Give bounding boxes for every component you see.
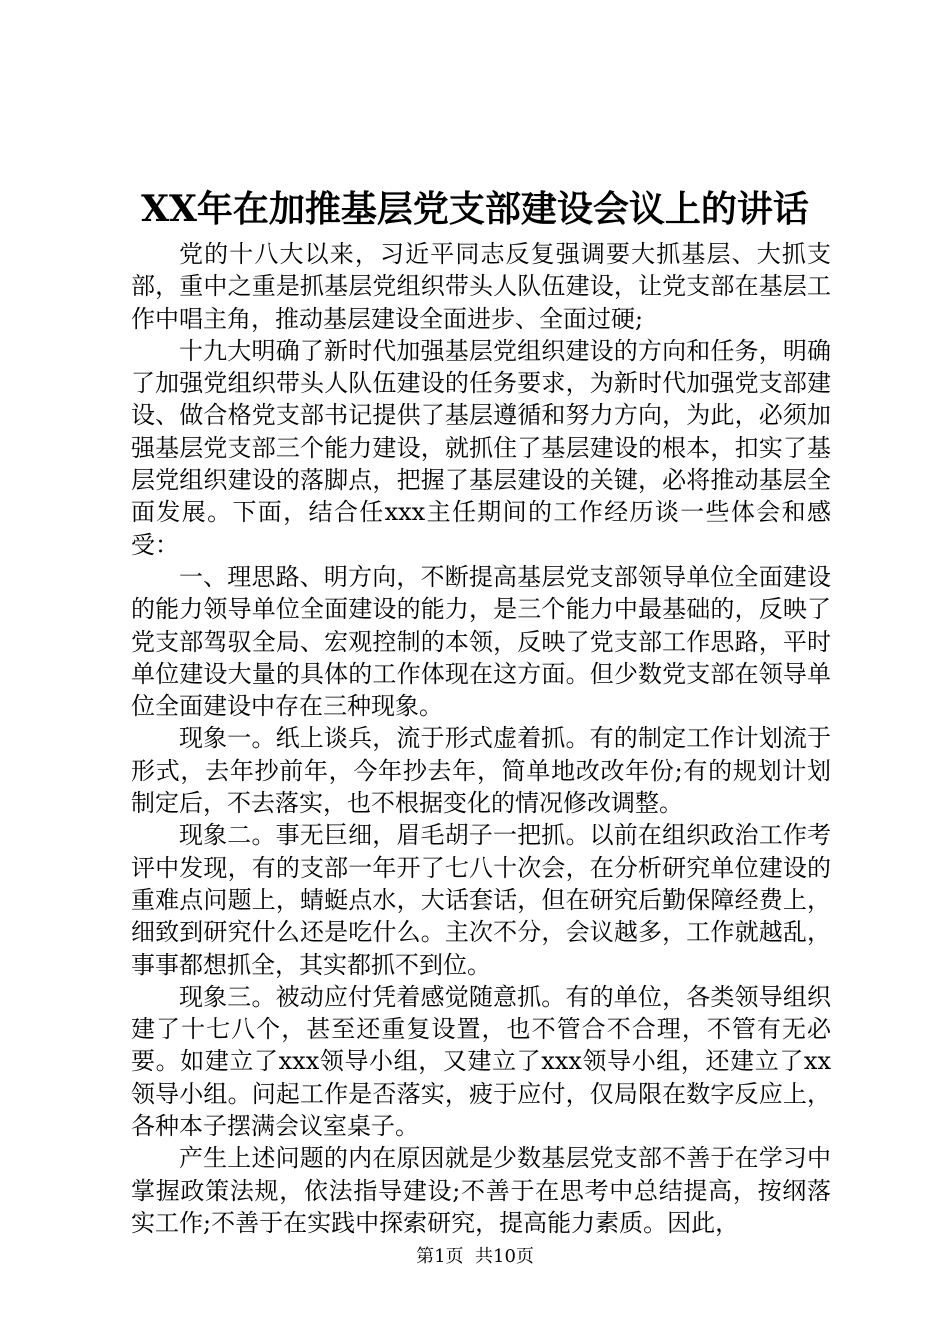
paragraph: 十九大明确了新时代加强基层党组织建设的方向和任务，明确了加强党组织带头人队伍建设的任务要求，为新时代加强党支部建设、做合格党支部书记提供了基层遵循和努力方向，为此，必须加强基层党支部三个能力建设，就抓住了基层建设的根本，扣实了基层党组织建设的落脚点，把握了基层建设的关键，必将推动基层全面发展。下面，结合任xxx主任期间的工作经历谈一些体会和感受： [131,336,831,559]
document-title: XX年在加推基层党支部建设会议上的讲话 [141,188,809,230]
paragraph: 党的十八大以来，习近平同志反复强调要大抓基层、大抓支部，重中之重是抓基层党组织带头人队伍建设，让党支部在基层工作中唱主角，推动基层建设全面进步、全面过硬; [131,240,831,333]
paragraph: 现象三。被动应付凭着感觉随意抓。有的单位，各类领导组织建了十七八个，甚至还重复设置，也不管合不合理，不管有无必要。如建立了xxx领导小组，又建立了xxx领导小组，还建立了xx领导小组。问起工作是否落实，疲于应付，仅局限在数字反应上，各种本子摆满会议室桌子。 [131,982,831,1141]
document-body [131,238,831,1239]
paragraph: 产生上述问题的内在原因就是少数基层党支部不善于在学习中掌握政策法规，依法指导建设;不善于在思考中总结提高，按纲落实工作;不善于在实践中探索研究，提高能力素质。因此， [131,1144,831,1237]
page-number-footer: 第1页 共10页 [416,1246,534,1267]
paragraph: 一、理思路、明方向，不断提高基层党支部领导单位全面建设的能力领导单位全面建设的能力，是三个能力中最基础的，反映了党支部驾驭全局、宏观控制的本领，反映了党支部工作思路，平时单位建设大量的具体的工作体现在这方面。但少数党支部在领导单位全面建设中存在三种现象。 [131,562,831,721]
paragraph: 现象二。事无巨细，眉毛胡子一把抓。以前在组织政治工作考评中发现，有的支部一年开了七八十次会，在分析研究单位建设的重难点问题上，蜻蜓点水，大话套话，但在研究后勤保障经费上，细致到研究什么还是吃什么。主次不分，会议越多，工作就越乱，事事都想抓全，其实都抓不到位。 [131,821,831,979]
paragraph: 现象一。纸上谈兵，流于形式虚着抓。有的制定工作计划流于形式，去年抄前年，今年抄去年，简单地改改年份;有的规划计划制定后，不去落实，也不根据变化的情况修改调整。 [131,724,831,818]
